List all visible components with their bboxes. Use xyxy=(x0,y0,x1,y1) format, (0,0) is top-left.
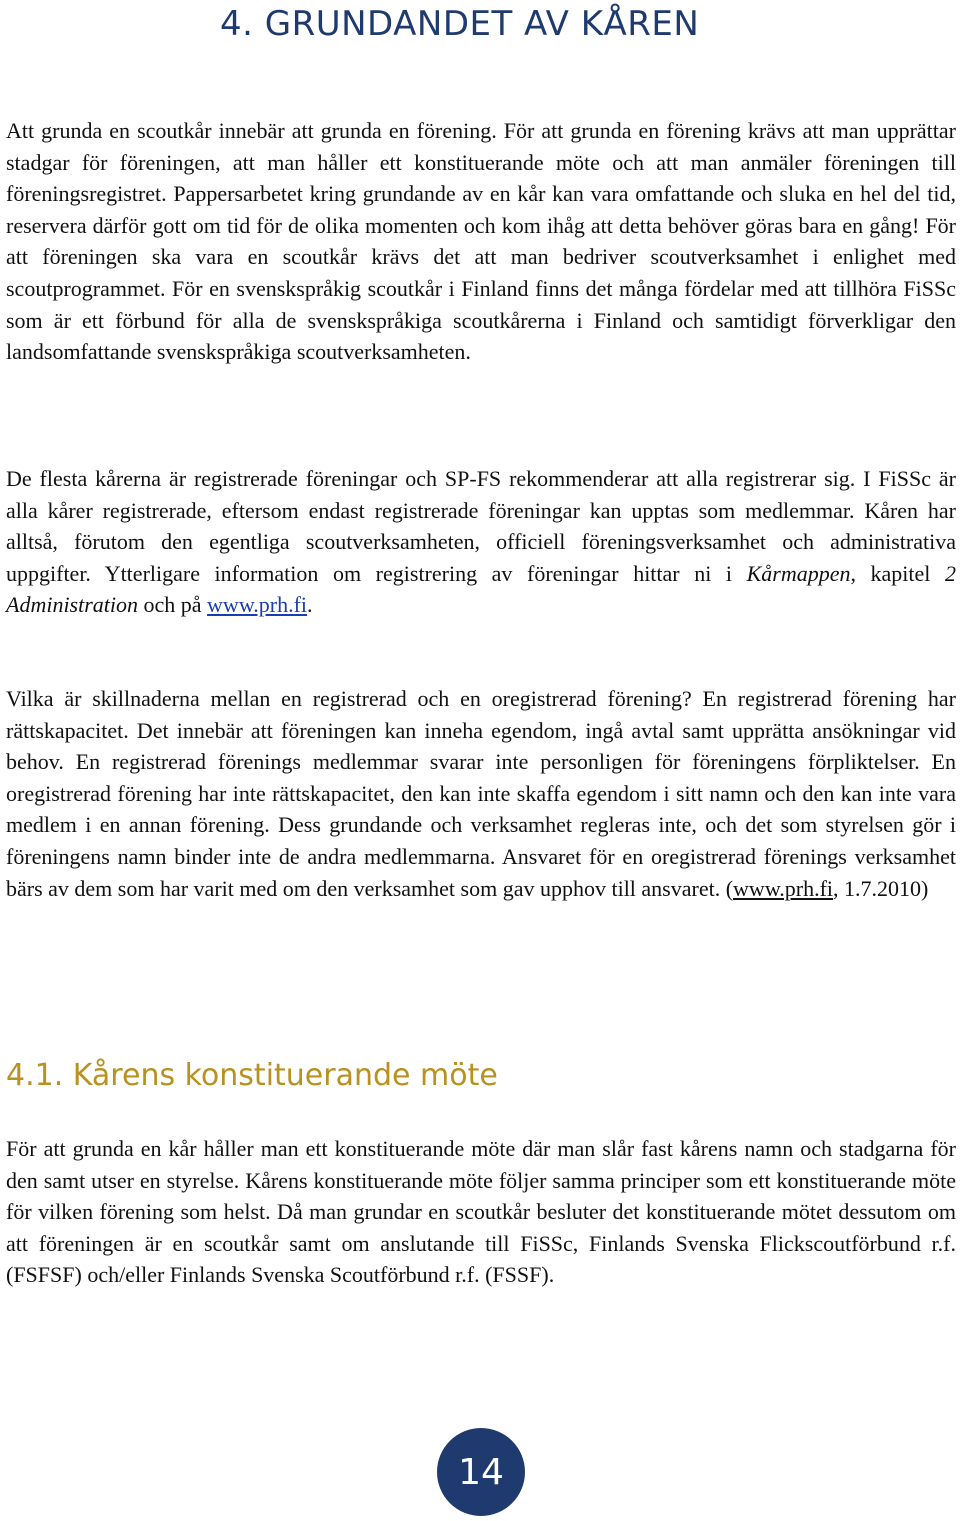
prh-link-citation[interactable]: www.prh.fi xyxy=(733,875,834,901)
paragraph-text: . xyxy=(307,592,313,618)
karmappen-ref: Kårmappen xyxy=(746,560,851,586)
paragraph-intro: Att grunda en scoutkår innebär att grunda en förening. För att grunda en förening krävs att man upprättar stadgar för föreningen, att man håller ett konstituerande möte och att man anmäler föreningen till föreningsregistret. Pappersarbetet kring grundande av en kår kan vara omfattande och sluka en hel del tid, reservera därför gott om tid för de olika momenten och kom ihåg att detta behöver göras bara en gång! För att föreningen ska vara en scoutkår krävs det att man bedriver scoutverksamhet i enlighet med scoutprogrammet. För en svenskspråkig scoutkår i Finland finns det många fördelar med att tillhöra FiSSc som är ett förbund för alla de svenskspråkiga scoutkårerna i Finland och samtidigt förverkligar den landsomfattande svenskspråkiga scoutverksamheten. xyxy=(6,118,956,365)
chapter-title: 4. GRUNDANDET AV KÅREN xyxy=(220,4,700,44)
paragraph-text: , 1.7.2010) xyxy=(833,875,929,901)
paragraph-text: , kapitel xyxy=(850,560,945,586)
administration-ref: 2 Administration xyxy=(6,560,956,618)
paragraph-registration xyxy=(6,463,956,621)
paragraph-meeting: För att grunda en kår håller man ett konstituerande möte där man slår fast kårens namn och stadgarna för den samt utser en styrelse. Kårens konstituerande möte följer samma principer som ett konstituerande möte för vilken förening som helst. Då man grundar en scoutkår besluter det konstituerande mötet dessutom om att föreningen är en scoutkår samt om anslutande till FiSSc, Finlands Svenska Flickscoutförbund r.f. (FSFSF) och/eller Finlands Svenska Scoutförbund r.f. (FSSF). xyxy=(6,1136,956,1288)
prh-link[interactable]: www.prh.fi xyxy=(207,592,308,618)
paragraph-text: Vilka är skillnaderna mellan en registrerad och en oregistrerad förening? En registrerad förening har rättskapacitet. Det innebär att föreningen kan inneha egendom, ingå avtal samt upprätta ansökningar vid behov. En registrerad förenings medlemmar svarar inte personligen för föreningens förpliktelser. En oregistrerad förening har inte rättskapacitet, den kan inte skaffa egendom i sitt namn och den kan inte vara medlem i en annan förening. Dess grundande och verksamhet regleras inte, och det som styrelsen gör i föreningens namn binder inte de andra medlemmarna. Ansvaret för en oregistrerad förenings verksamhet bärs av dem som har varit med om den verksamhet som gav upphov till ansvaret. ( xyxy=(6,686,956,901)
paragraph-text: och på xyxy=(138,592,208,618)
page-number-badge: 14 xyxy=(437,1428,525,1516)
paragraph-differences xyxy=(6,683,956,904)
section-title: 4.1. Kårens konstituerande möte xyxy=(6,1058,498,1093)
paragraph-text: De flesta kårerna är registrerade föreningar och SP-FS rekommenderar att alla registrerar sig. I FiSSc är alla kårer registrerade, eftersom endast registrerade föreningar kan upptas som medlemmar. Kåren har alltså, förutom den egentliga scoutverksamheten, officiell föreningsverksamhet och administrativa uppgifter. Ytterligare information om registrering av föreningar hittar ni i xyxy=(6,466,956,586)
